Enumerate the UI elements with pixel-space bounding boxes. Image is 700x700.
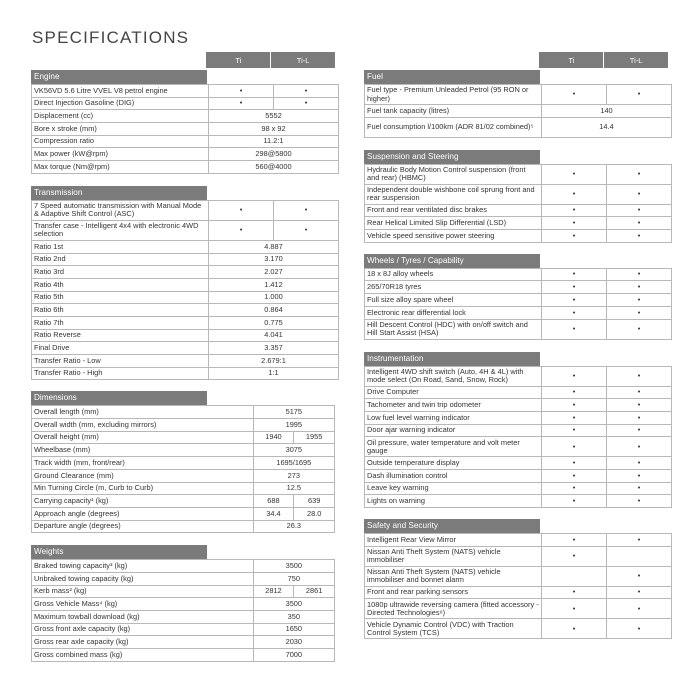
value-ti: • — [542, 457, 607, 470]
value-til: • — [607, 85, 672, 105]
spec-value: 7000 — [253, 649, 334, 662]
spec-value: 3.170 — [209, 253, 339, 266]
spec-row — [32, 97, 339, 110]
spec-label: Front and rear parking sensors — [365, 586, 542, 599]
spec-label: Unbraked towing capacity (kg) — [32, 572, 254, 585]
value-til: 639 — [294, 495, 335, 508]
value-til: • — [607, 469, 672, 482]
value-til: • — [607, 437, 672, 457]
spec-row — [32, 623, 335, 636]
spec-value: 4.041 — [209, 329, 339, 342]
value-ti: 688 — [253, 495, 294, 508]
value-ti: • — [542, 85, 607, 105]
spec-row — [365, 566, 672, 586]
value-til — [607, 546, 672, 566]
spec-label: Gross combined mass (kg) — [32, 649, 254, 662]
value-ti: • — [542, 230, 607, 243]
spec-label: Electronic rear differential lock — [365, 306, 542, 319]
spec-row — [32, 278, 339, 291]
spec-label: Maximum towball download (kg) — [32, 611, 254, 624]
spec-label: Wheelbase (mm) — [32, 444, 254, 457]
value-til: 2861 — [294, 585, 335, 598]
spec-row — [32, 240, 339, 253]
section-title: Safety and Security — [364, 519, 540, 533]
spec-row — [32, 304, 339, 317]
section-wheels-tyres-capability — [364, 254, 668, 340]
spec-row — [32, 520, 335, 533]
section-safety-and-security — [364, 519, 668, 639]
spec-value: 0.864 — [209, 304, 339, 317]
value-til: • — [607, 457, 672, 470]
spec-value: 1995 — [253, 419, 334, 432]
value-til: • — [274, 97, 339, 110]
spec-label: Ratio 7th — [32, 316, 209, 329]
spec-row — [32, 507, 335, 520]
spec-label: Oil pressure, water temperature and volt meter gauge — [365, 437, 542, 457]
value-ti: • — [542, 546, 607, 566]
spec-row — [32, 469, 335, 482]
spec-row — [365, 546, 672, 566]
spec-value: 1:1 — [209, 367, 339, 380]
spec-label: Max torque (Nm@rpm) — [32, 161, 209, 174]
spec-label: Bore x stroke (mm) — [32, 123, 209, 136]
spec-label: Ratio 3rd — [32, 266, 209, 279]
col-ti: Ti — [206, 52, 271, 68]
spec-row — [365, 184, 672, 204]
spec-label: Gross Vehicle Mass⁴ (kg) — [32, 598, 254, 611]
spec-value: 140 — [542, 105, 672, 118]
spec-value: 1650 — [253, 623, 334, 636]
spec-row — [32, 161, 339, 174]
spec-row — [32, 560, 335, 573]
spec-label: Ratio 2nd — [32, 253, 209, 266]
value-til: • — [607, 424, 672, 437]
spec-row — [365, 495, 672, 508]
value-ti: • — [542, 424, 607, 437]
spec-value: 1.000 — [209, 291, 339, 304]
spec-label: Intelligent 4WD shift switch (Auto, 4H & 4L) with mode select (On Road, Sand, Snow, Rock) — [365, 366, 542, 386]
spec-table — [364, 366, 672, 509]
value-til: 28.0 — [294, 507, 335, 520]
spec-row — [365, 437, 672, 457]
spec-label: Ratio Reverse — [32, 329, 209, 342]
spec-row — [32, 419, 335, 432]
spec-label: Transfer Ratio - Low — [32, 355, 209, 368]
value-ti: • — [542, 281, 607, 294]
value-til: • — [607, 294, 672, 307]
spec-value: 3500 — [253, 598, 334, 611]
value-ti: 2812 — [253, 585, 294, 598]
value-til: • — [607, 566, 672, 586]
spec-row — [32, 329, 339, 342]
value-til: • — [607, 495, 672, 508]
spec-row — [32, 406, 335, 419]
value-ti: • — [542, 386, 607, 399]
spec-value: 1695/1695 — [253, 457, 334, 470]
spec-row — [365, 268, 672, 281]
spec-row — [32, 649, 335, 662]
spec-row — [32, 220, 339, 240]
spec-row — [365, 281, 672, 294]
spec-table — [364, 84, 672, 138]
spec-row — [365, 306, 672, 319]
spec-label: Ratio 6th — [32, 304, 209, 317]
spec-row — [32, 342, 339, 355]
spec-label: Ratio 1st — [32, 240, 209, 253]
value-til: • — [607, 482, 672, 495]
spec-row — [365, 619, 672, 639]
spec-table — [364, 533, 672, 639]
spec-label: Vehicle speed sensitive power steering — [365, 230, 542, 243]
spec-row — [32, 367, 339, 380]
value-ti: • — [542, 399, 607, 412]
section-title: Dimensions — [31, 391, 207, 405]
spec-value: 5552 — [209, 110, 339, 123]
spec-label: Gross front axle capacity (kg) — [32, 623, 254, 636]
spec-label: Track width (mm, front/rear) — [32, 457, 254, 470]
spec-row — [32, 482, 335, 495]
section-title: Transmission — [31, 186, 207, 200]
spec-value: 3500 — [253, 560, 334, 573]
value-ti: • — [542, 469, 607, 482]
spec-row — [32, 266, 339, 279]
section-engine — [31, 70, 335, 174]
spec-label: 265/70R18 tyres — [365, 281, 542, 294]
spec-value: 1.412 — [209, 278, 339, 291]
spec-row — [365, 204, 672, 217]
spec-label: Braked towing capacity³ (kg) — [32, 560, 254, 573]
spec-row — [32, 611, 335, 624]
spec-label: Intelligent Rear View Mirror — [365, 534, 542, 547]
column-header — [31, 52, 335, 68]
value-ti: • — [542, 306, 607, 319]
spec-row — [32, 148, 339, 161]
spec-label: Carrying capacity¹ (kg) — [32, 495, 254, 508]
spec-table — [31, 200, 339, 381]
spec-label: Departure angle (degrees) — [32, 520, 254, 533]
col-ti: Ti — [539, 52, 604, 68]
value-til: • — [607, 281, 672, 294]
section-title: Wheels / Tyres / Capability — [364, 254, 540, 268]
value-ti: • — [542, 482, 607, 495]
value-til: • — [607, 319, 672, 339]
value-ti: • — [542, 294, 607, 307]
value-til: • — [607, 184, 672, 204]
value-ti: • — [209, 97, 274, 110]
spec-row — [365, 105, 672, 118]
spec-label: Transfer Ratio - High — [32, 367, 209, 380]
spec-table — [31, 405, 335, 533]
value-ti: • — [542, 164, 607, 184]
section-suspension-and-steering — [364, 150, 668, 243]
column-header — [364, 52, 668, 68]
spec-row — [365, 117, 672, 137]
spec-value: 350 — [253, 611, 334, 624]
value-ti: 34.4 — [253, 507, 294, 520]
spec-table — [31, 84, 339, 174]
spec-label: Min Turning Circle (m, Curb to Curb) — [32, 482, 254, 495]
spec-label: Displacement (cc) — [32, 110, 209, 123]
spec-label: Outside temperature display — [365, 457, 542, 470]
value-ti: • — [542, 268, 607, 281]
spec-row — [32, 291, 339, 304]
section-dimensions — [31, 391, 335, 533]
value-ti: • — [542, 217, 607, 230]
value-til: • — [607, 164, 672, 184]
spec-row — [32, 585, 335, 598]
col-til: Ti-L — [271, 52, 335, 68]
value-ti: • — [209, 220, 274, 240]
spec-row — [32, 572, 335, 585]
spec-row — [32, 457, 335, 470]
spec-value: 14.4 — [542, 117, 672, 137]
spec-value: 750 — [253, 572, 334, 585]
spec-label: Direct Injection Gasoline (DIG) — [32, 97, 209, 110]
spec-value: 273 — [253, 469, 334, 482]
spec-label: Nissan Anti Theft System (NATS) vehicle immobiliser and bonnet alarm — [365, 566, 542, 586]
spec-row — [365, 424, 672, 437]
spec-label: Independent double wishbone coil sprung front and rear suspension — [365, 184, 542, 204]
spec-row — [365, 230, 672, 243]
value-ti: • — [542, 619, 607, 639]
spec-label: Lights on warning — [365, 495, 542, 508]
value-til: • — [607, 619, 672, 639]
value-ti: 1940 — [253, 431, 294, 444]
spec-row — [365, 411, 672, 424]
value-ti: • — [542, 599, 607, 619]
spec-row — [365, 399, 672, 412]
value-til: • — [607, 204, 672, 217]
section-fuel — [364, 70, 668, 138]
spec-label: Front and rear ventilated disc brakes — [365, 204, 542, 217]
spec-row — [32, 135, 339, 148]
spec-row — [32, 253, 339, 266]
value-til: • — [607, 217, 672, 230]
section-title: Fuel — [364, 70, 540, 84]
spec-value: 26.3 — [253, 520, 334, 533]
spec-label: Door ajar warning indicator — [365, 424, 542, 437]
spec-value: 3.357 — [209, 342, 339, 355]
spec-label: Ratio 4th — [32, 278, 209, 291]
spec-label: Ratio 5th — [32, 291, 209, 304]
spec-row — [32, 85, 339, 98]
spec-label: Approach angle (degrees) — [32, 507, 254, 520]
spec-value: 2.679:1 — [209, 355, 339, 368]
value-til: • — [607, 268, 672, 281]
value-til: • — [274, 220, 339, 240]
spec-label: Transfer case - Intelligent 4x4 with electronic 4WD selection — [32, 220, 209, 240]
value-til: • — [607, 230, 672, 243]
value-ti: • — [542, 204, 607, 217]
value-ti: • — [542, 411, 607, 424]
spec-row — [32, 495, 335, 508]
spec-value: 11.2:1 — [209, 135, 339, 148]
value-til: • — [607, 534, 672, 547]
spec-table — [364, 268, 672, 340]
spec-row — [32, 598, 335, 611]
col-til: Ti-L — [604, 52, 668, 68]
spec-row — [32, 444, 335, 457]
value-ti: • — [542, 437, 607, 457]
spec-label: Overall height (mm) — [32, 431, 254, 444]
value-til: • — [607, 306, 672, 319]
spec-row — [32, 355, 339, 368]
value-til: • — [607, 386, 672, 399]
spec-label: VK56VD 5.6 Litre VVEL V8 petrol engine — [32, 85, 209, 98]
spec-label: Kerb mass² (kg) — [32, 585, 254, 598]
spec-label: Low fuel level warning indicator — [365, 411, 542, 424]
spec-value: 98 x 92 — [209, 123, 339, 136]
spec-label: Drive Computer — [365, 386, 542, 399]
spec-row — [365, 217, 672, 230]
value-ti — [542, 566, 607, 586]
spec-row — [365, 586, 672, 599]
spec-value: 298@5800 — [209, 148, 339, 161]
spec-table — [31, 559, 335, 662]
section-instrumentation — [364, 352, 668, 509]
spec-value: 0.775 — [209, 316, 339, 329]
spec-row — [365, 482, 672, 495]
spec-label: Full size alloy spare wheel — [365, 294, 542, 307]
spec-label: Max power (kW@rpm) — [32, 148, 209, 161]
spec-row — [365, 85, 672, 105]
value-ti: • — [209, 200, 274, 220]
spec-value: 4.887 — [209, 240, 339, 253]
value-ti: • — [542, 495, 607, 508]
spec-label: Fuel consumption l/100km (ADR 81/02 combined)⁵ — [365, 117, 542, 137]
spec-label: Leave key warning — [365, 482, 542, 495]
spec-value: 5175 — [253, 406, 334, 419]
spec-label: Overall width (mm, excluding mirrors) — [32, 419, 254, 432]
value-ti: • — [542, 319, 607, 339]
spec-row — [365, 534, 672, 547]
spec-row — [32, 636, 335, 649]
section-title: Suspension and Steering — [364, 150, 540, 164]
spec-label: Vehicle Dynamic Control (VDC) with Traction Control System (TCS) — [365, 619, 542, 639]
spec-value: 2.027 — [209, 266, 339, 279]
spec-value: 560@4000 — [209, 161, 339, 174]
section-weights — [31, 545, 335, 662]
spec-row — [365, 294, 672, 307]
spec-label: Overall length (mm) — [32, 406, 254, 419]
spec-value: 2030 — [253, 636, 334, 649]
page-title: SPECIFICATIONS — [32, 28, 190, 47]
spec-label: 1080p ultrawide reversing camera (fitted accessory - Directed Technologies⁶) — [365, 599, 542, 619]
value-til: • — [274, 85, 339, 98]
spec-row — [32, 431, 335, 444]
value-ti: • — [542, 586, 607, 599]
spec-label: Hill Descent Control (HDC) with on/off switch and Hill Start Assist (HSA) — [365, 319, 542, 339]
spec-row — [32, 200, 339, 220]
spec-table — [364, 164, 672, 243]
spec-row — [365, 599, 672, 619]
spec-label: Hydraulic Body Motion Control suspension (front and rear) (HBMC) — [365, 164, 542, 184]
value-ti: • — [542, 184, 607, 204]
value-ti: • — [542, 534, 607, 547]
spec-row — [32, 316, 339, 329]
value-til: 1955 — [294, 431, 335, 444]
value-til: • — [607, 411, 672, 424]
spec-value: 12.5 — [253, 482, 334, 495]
spec-row — [365, 386, 672, 399]
spec-label: Tachometer and twin trip odometer — [365, 399, 542, 412]
value-ti: • — [209, 85, 274, 98]
value-til: • — [274, 200, 339, 220]
section-transmission — [31, 186, 335, 381]
value-til: • — [607, 399, 672, 412]
spec-row — [365, 457, 672, 470]
spec-value: 3075 — [253, 444, 334, 457]
spec-row — [32, 110, 339, 123]
spec-label: Rear Helical Limited Slip Differential (LSD) — [365, 217, 542, 230]
spec-label: 7 Speed automatic transmission with Manual Mode & Adaptive Shift Control (ASC) — [32, 200, 209, 220]
spec-label: Ground Clearance (mm) — [32, 469, 254, 482]
spec-row — [32, 123, 339, 136]
spec-label: Dash illumination control — [365, 469, 542, 482]
spec-label: Compression ratio — [32, 135, 209, 148]
spec-label: Fuel tank capacity (litres) — [365, 105, 542, 118]
spec-label: Gross rear axle capacity (kg) — [32, 636, 254, 649]
right-column — [364, 52, 668, 639]
spec-row — [365, 319, 672, 339]
value-ti: • — [542, 366, 607, 386]
value-til: • — [607, 586, 672, 599]
section-title: Engine — [31, 70, 207, 84]
spec-label: Final Drive — [32, 342, 209, 355]
section-title: Weights — [31, 545, 207, 559]
left-column — [31, 52, 335, 662]
value-til: • — [607, 366, 672, 386]
spec-label: 18 x 8J alloy wheels — [365, 268, 542, 281]
spec-row — [365, 469, 672, 482]
spec-row — [365, 366, 672, 386]
spec-row — [365, 164, 672, 184]
spec-label: Fuel type - Premium Unleaded Petrol (95 RON or higher) — [365, 85, 542, 105]
section-title: Instrumentation — [364, 352, 540, 366]
value-til: • — [607, 599, 672, 619]
spec-label: Nissan Anti Theft System (NATS) vehicle immobiliser — [365, 546, 542, 566]
